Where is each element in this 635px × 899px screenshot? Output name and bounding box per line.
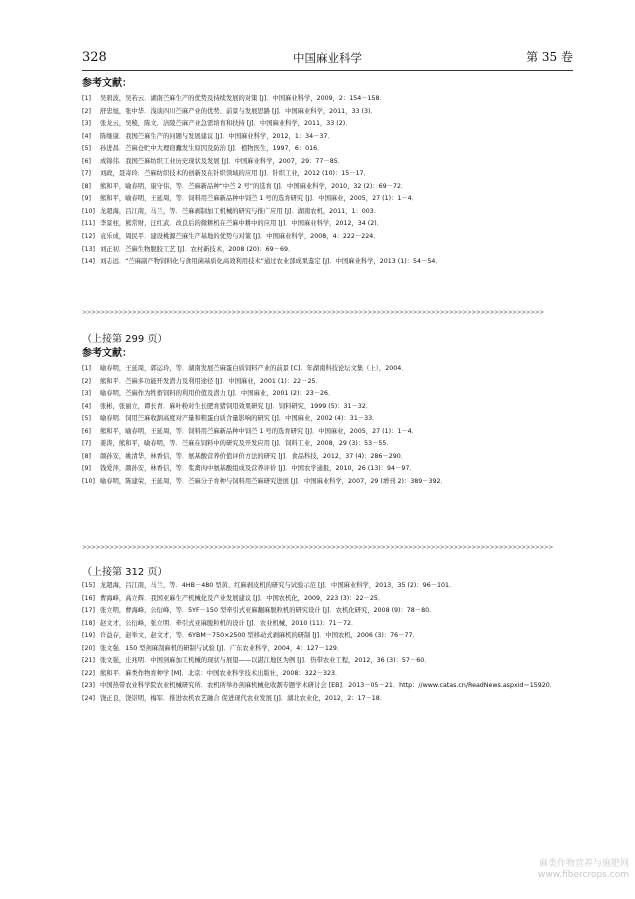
reference-text: 张彬，张丽立，谭长青．麻叶粉对生长肥育猪饲用效果研究 [J]．饲料研究，1999 (5)：31－32． xyxy=(100,402,373,410)
reference-number: [23] xyxy=(82,682,95,690)
reference-entry xyxy=(82,388,577,401)
references-section-2 xyxy=(82,333,577,488)
reference-number: [3] xyxy=(82,120,91,128)
journal-title: 中国麻业科学 xyxy=(293,51,362,65)
reference-entry xyxy=(82,206,577,219)
reference-number: [6] xyxy=(82,427,91,435)
reference-text: 舒忠旭，张中华．浅谈四川苎麻产业的优势、前景与发展思路 [J]．中国麻业科学，2011，33 (3)． xyxy=(100,107,377,115)
reference-number: [14] xyxy=(82,258,95,266)
reference-entry xyxy=(82,401,577,414)
reference-number: [3] xyxy=(82,390,91,398)
reference-entry xyxy=(82,231,577,244)
reference-number: [12] xyxy=(82,233,95,241)
reference-entry xyxy=(82,605,577,618)
reference-number: [18] xyxy=(82,619,95,627)
reference-entry xyxy=(82,131,577,144)
reference-text: 饶正良，饶崇明，梅军．推进农机农艺融合 促进现代农业发展 [J]．湖北农业化，2012，2：17－18． xyxy=(100,694,387,702)
reference-entry xyxy=(82,693,577,706)
reference-text: 刘政，聂寄玲．苎麻纺织技术的创新及在针织领域的应用 [J]．针织工业，2012 (10)：15－17． xyxy=(100,170,370,178)
reference-text: 颜孙安，姚清华，林香信，等．氨基酸营养价值评价方法的研究 [J]．食品科技，2012，37 (4)：286－290． xyxy=(100,452,408,460)
reference-number: [17] xyxy=(82,607,95,615)
reference-number: [6] xyxy=(82,157,91,165)
reference-entry xyxy=(82,156,577,169)
reference-entry xyxy=(82,93,577,106)
reference-number: [9] xyxy=(82,465,91,473)
reference-number: [24] xyxy=(82,694,95,702)
reference-text: 熊和平．麻类作物育种学 [M]．北京：中国农业科学技术出版社，2008：322－323． xyxy=(100,669,342,677)
reference-text: 熊和平，喻春明，王延周，等．饲料用苎麻新品种中饲苎 1 号的选育研究 [J]．中国麻业，2005，27 (1)：1－4． xyxy=(100,427,418,435)
reference-entry xyxy=(82,463,577,476)
reference-number: [5] xyxy=(82,145,91,153)
reference-number: [1] xyxy=(82,365,91,372)
reference-number: [8] xyxy=(82,182,91,190)
reference-number: [19] xyxy=(82,632,95,640)
reference-text: 喻春明，陈建荣，王延周，等．苎麻分子育种与饲料用苎麻研究进展 [J]．中国麻业科学，2007，29 (增刊 2)：389－392． xyxy=(100,477,447,485)
reference-number: [2] xyxy=(82,107,91,115)
reference-entry xyxy=(82,218,577,231)
reference-text: 喻春明，苎麻作为牲畜饲料的利用价值及潜力 [J]．中国麻业，2001 (2)：23－26． xyxy=(100,390,335,398)
page-number: 328 xyxy=(82,50,107,65)
reference-entry xyxy=(82,193,577,206)
reference-number: [1] xyxy=(82,95,91,102)
reference-text: 龙超海，吕江南，马兰，等．苎麻剥制加工机械的研究与推广应用 [J]．湖南农机，2011，1：003． xyxy=(100,207,381,215)
reference-entry xyxy=(82,643,577,656)
reference-entry xyxy=(82,618,577,631)
reference-text: 中国热带农业科学院农业机械研究所．农机所举办剑麻机械化收割专题学术研讨会 [EB]．2013－05－21．http：//www.catas.cn/ReadNews.aspxid＝15920． xyxy=(100,682,557,690)
references-heading: 参考文献： xyxy=(82,348,132,359)
reference-entry xyxy=(82,476,577,489)
reference-number: [5] xyxy=(82,415,91,423)
reference-text: 李景柱，熊常财，汪红武．改良后的微耕机在苎麻中耕中的应用 [J]．中国麻业科学，2012，34 (2)． xyxy=(100,220,384,228)
reference-entry xyxy=(82,168,577,181)
reference-number: [13] xyxy=(82,245,95,253)
reference-number: [4] xyxy=(82,402,91,410)
reference-list xyxy=(82,580,577,705)
reference-text: 钱爱萍，颜孙安，林香信，等．浆禽肉中氨基酸组成及营养评价 [J]．中国农学通报，2010，26 (13)：94－97． xyxy=(100,465,416,473)
reference-text: 曹海峰，高立辉．我国亚麻生产机械化及产业发展建议 [J]．中国农机化，2009，223 (3)：22－25． xyxy=(100,594,385,602)
reference-number: [22] xyxy=(82,669,95,677)
reference-number: [2] xyxy=(82,377,91,385)
reference-entry xyxy=(82,376,577,389)
reference-entry xyxy=(82,451,577,464)
references-section-3 xyxy=(82,566,577,705)
header-rule xyxy=(82,70,573,71)
references-section-1 xyxy=(82,77,577,269)
reference-list xyxy=(82,93,577,269)
reference-text: 熊和平，喻春明，康守伟，等．苎麻新品种“中苎 2 号”的选育 [J]．中国麻业科学，2010，32 (2)：69－72． xyxy=(100,182,408,190)
continued-from-label: （上接第 299 页） xyxy=(82,334,168,345)
reference-text: 刘正初．苎麻生物脱胶工艺 [J]．农村新技术，2008 (20)：69－69． xyxy=(100,245,295,253)
reference-entry xyxy=(82,668,577,681)
reference-entry xyxy=(82,143,577,156)
reference-number: [10] xyxy=(82,207,95,215)
reference-number: [20] xyxy=(82,644,95,652)
reference-entry xyxy=(82,413,577,426)
section-separator: >>>>>>>>>>>>>>>>>>>>>>>>>>>>>>>>>>>>>>>>>>>>>>>>>>>>>>>>>>>>>>>>>>>>>>>>>>>>>>>>>>>>>>>>>>>>>>>>>>>>>> xyxy=(82,310,544,316)
reference-number: [8] xyxy=(82,452,91,460)
reference-entry xyxy=(82,438,577,451)
reference-text: 刘志远．“苎麻副产物饲料化与食用菌基质化高效利用技术”通过农业部成果鉴定 [J]．中国麻业科学，2013 (1)：54－54． xyxy=(100,258,442,266)
reference-text: 熊和平，喻春明，王延周，等．饲料用苎麻新品种中饲苎 1 号的选育研究 [J]．中国麻业，2005，27 (1)：1－4． xyxy=(100,195,418,203)
reference-text: 喻春明．饲用苎麻收割高度对产量和粗蛋白质含量影响的研究 [J]．中国麻业，2002 (4)：31－33． xyxy=(100,415,379,423)
reference-number: [16] xyxy=(82,594,95,602)
reference-text: 张立明，曹海峰，公衍峰，等．5YF－150 型牵引式亚麻翻麻脱粒机的研究设计 [J]．农机化研究，2008 (9)：78－80． xyxy=(100,607,436,615)
reference-entry xyxy=(82,655,577,668)
reference-list xyxy=(82,363,577,488)
references-heading: 参考文献： xyxy=(82,78,132,89)
reference-text: 许益存，赵举文，赵文才，等．6YBM－750×2500 型移动式剥麻机的研制 [J]．中国农机，2006 (3)：76－77． xyxy=(100,632,419,640)
reference-text: 张龙云，吴稜，陈文．涪陵苎麻产业急需培育和扶持 [J]．中国麻业科学，2011，33 (2)． xyxy=(100,120,352,128)
reference-text: 龙超海，吕江南，马兰，等．4HB－480 型黄、红麻剥皮机的研究与试验示范 [J]．中国麻业科学，2013，35 (2)：96－101． xyxy=(100,582,456,589)
reference-number: [11] xyxy=(82,220,95,228)
reference-entry xyxy=(82,244,577,257)
reference-text: 袁乐成，周民平．建设桃源苎麻生产基地的优势与对策 [J]．中国麻业科学，2008，4：222－224． xyxy=(100,233,380,241)
reference-entry xyxy=(82,363,577,376)
reference-text: 熊和平．苎麻多功能开发潜力及利用途径 [J]．中国麻业，2001 (1)：22－25． xyxy=(100,377,322,385)
page-header xyxy=(82,48,573,70)
reference-text: 张文强．150 型剑麻刮麻机的研制与试验 [J]．广东农业科学，2004，4：127－129． xyxy=(100,644,344,652)
reference-entry xyxy=(82,630,577,643)
volume-label: 第 35 卷 xyxy=(526,50,573,64)
reference-number: [21] xyxy=(82,657,95,665)
reference-text: 陈继康．我国苎麻生产的问题与发展建议 [J]．中国麻业科学，2012，1：34－37． xyxy=(100,132,334,140)
reference-entry xyxy=(82,118,577,131)
reference-entry xyxy=(82,426,577,439)
reference-entry xyxy=(82,680,577,693)
reference-entry xyxy=(82,256,577,269)
watermark-url: www.fibercrops.com xyxy=(538,870,629,880)
reference-entry xyxy=(82,106,577,119)
site-watermark xyxy=(538,859,629,881)
reference-text: 赵文才，公衍峰，张立明．牵引式亚麻脱粒机的设计 [J]．农业机械，2010 (11)：71－72． xyxy=(100,619,358,627)
reference-entry xyxy=(82,593,577,606)
reference-entry xyxy=(82,580,577,593)
reference-number: [7] xyxy=(82,440,91,448)
reference-number: [7] xyxy=(82,170,91,178)
section-separator: >>>>>>>>>>>>>>>>>>>>>>>>>>>>>>>>>>>>>>>>>>>>>>>>>>>>>>>>>>>>>>>>>>>>>>>>>>>>>>>>>>>>>>>>>>>>>>>>>>>>>>>> xyxy=(82,545,553,551)
reference-text: 成锦伟．我国苎麻纺织工业历史现状及发展 [J]．中国麻业科学，2007，29：77－85． xyxy=(100,157,345,165)
reference-number: [9] xyxy=(82,195,91,203)
reference-text: 张文强，庄兆明．中国剑麻加工机械的现状与展望——以湛江地区为例 [J]．热带农业工程，2012，36 (3)：57－60． xyxy=(100,657,431,665)
reference-number: [4] xyxy=(82,132,91,140)
reference-number: [10] xyxy=(82,477,95,485)
reference-text: 吴碧波，吴若云．湖南苎麻生产的优势及持续发展的对策 [J]．中国麻业科学，2009，2：154－158． xyxy=(100,95,386,102)
reference-text: 姜涛，熊和平，喻春明，等．苎麻在饲料中的研究及开发应用 [J]．饲料工业，2008，29 (3)：53－55． xyxy=(100,440,393,448)
reference-entry xyxy=(82,181,577,194)
reference-text: 孙进昌．苎麻仓贮中大理窃蠹发生原因及防治 [J]．植物医生，1997，6：016． xyxy=(100,145,324,153)
reference-number: [15] xyxy=(82,582,95,589)
reference-text: 喻春明，王延周，郭运玲，等．湖南发展苎麻蛋白质饲料产业的前景 [C]．年湖南科技论坛文集（上），2004． xyxy=(100,365,408,372)
continued-from-label: （上接第 312 页） xyxy=(82,567,168,578)
watermark-name: 麻类作物营养与施肥网 xyxy=(538,859,629,869)
